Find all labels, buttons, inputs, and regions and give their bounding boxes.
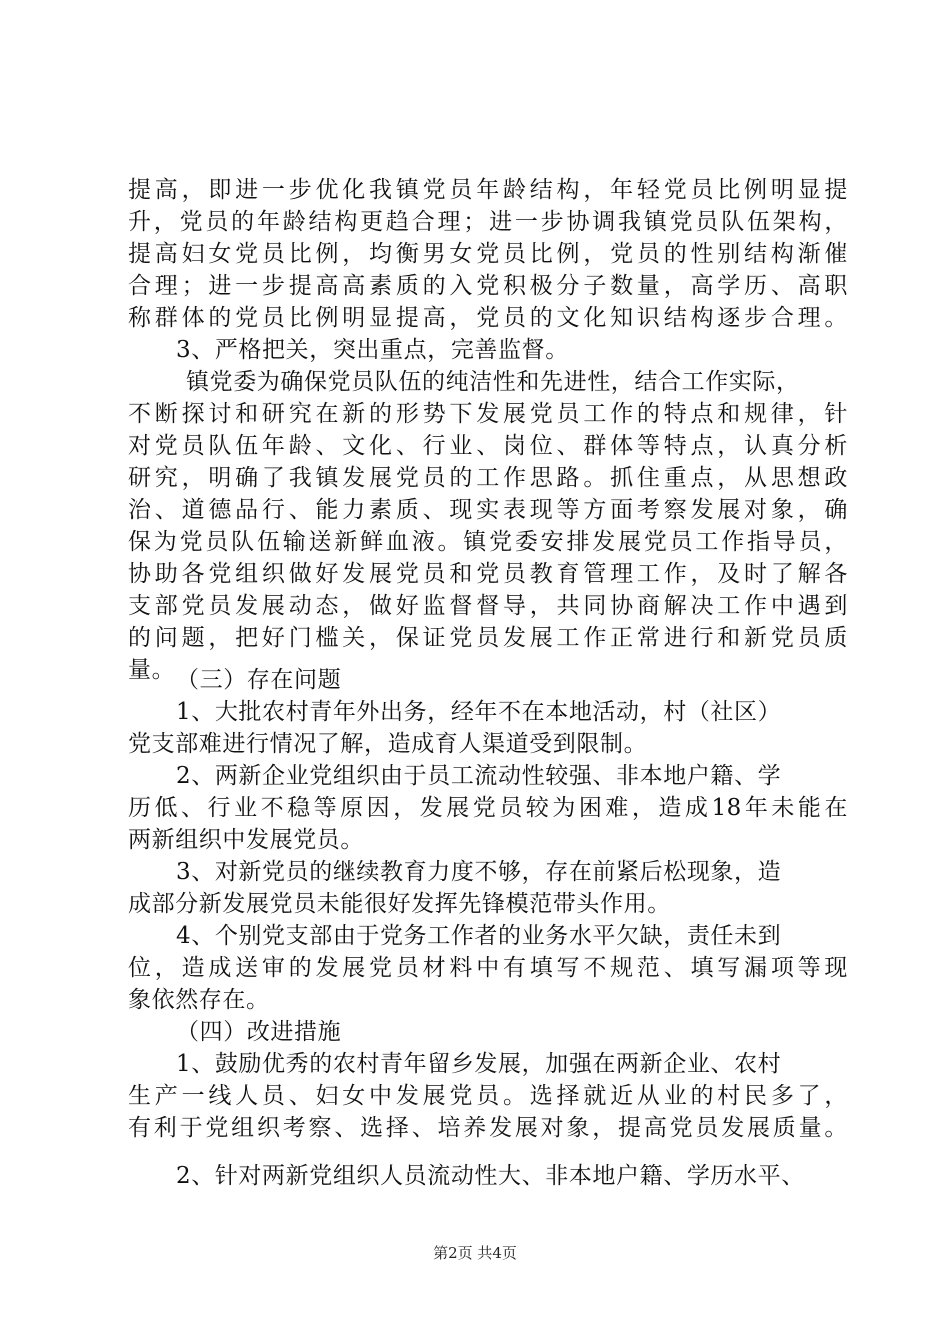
page-number-footer: 第2页 共4页 [433, 1244, 517, 1262]
paragraph-line: 合理；进一步提高高素质的入党积极分子数量，高学历、高职 [128, 273, 848, 299]
paragraph-line: 称群体的党员比例明显提高，党员的文化知识结构逐步合理。 [128, 305, 848, 331]
section-heading-3: （三）存在问题 [176, 667, 342, 693]
paragraph-line: 2、两新企业党组织由于员工流动性较强、非本地户籍、学 [176, 763, 782, 789]
section-subheading: 3、严格把关，突出重点，完善监督。 [176, 337, 569, 363]
paragraph-line: 4、个别党支部由于党务工作者的业务水平欠缺，责任未到 [176, 923, 782, 949]
paragraph-line: 有利于党组织考察、选择、培养发展对象，提高党员发展质量。 [128, 1115, 848, 1141]
paragraph-line: 1、鼓励优秀的农村青年留乡发展，加强在两新企业、农村 [176, 1051, 782, 1077]
paragraph-line: 不断探讨和研究在新的形势下发展党员工作的特点和规律，针 [128, 401, 848, 427]
paragraph-line: 两新组织中发展党员。 [128, 827, 364, 853]
paragraph-line: 提高妇女党员比例，均衡男女党员比例，党员的性别结构渐催 [128, 241, 848, 267]
paragraph-line: 历低、行业不稳等原因，发展党员较为困难，造成18年未能在 [128, 795, 848, 821]
paragraph-line: 党支部难进行情况了解，造成育人渠道受到限制。 [128, 731, 648, 757]
paragraph-line: 1、大批农村青年外出务，经年不在本地活动，村（社区） [176, 699, 782, 725]
paragraph-line: 生产一线人员、妇女中发展党员。选择就近从业的村民多了， [128, 1083, 848, 1109]
paragraph-line: 研究，明确了我镇发展党员的工作思路。抓住重点，从思想政 [128, 465, 848, 491]
paragraph-line: 镇党委为确保党员队伍的纯洁性和先进性，结合工作实际， [186, 369, 800, 395]
paragraph-line: 对党员队伍年龄、文化、行业、岗位、群体等特点，认真分析 [128, 433, 848, 459]
paragraph-line: 2、针对两新党组织人员流动性大、非本地户籍、学历水平、 [176, 1163, 805, 1189]
paragraph-line: 支部党员发展动态，做好监督督导，共同协商解决工作中遇到 [128, 593, 848, 619]
paragraph-line: 升，党员的年龄结构更趋合理；进一步协调我镇党员队伍架构， [128, 209, 848, 235]
paragraph-line: 位，造成送审的发展党员材料中有填写不规范、填写漏项等现 [128, 955, 848, 981]
paragraph-line: 3、对新党员的继续教育力度不够，存在前紧后松现象，造 [176, 859, 782, 885]
paragraph-line: 保为党员队伍输送新鲜血液。镇党委安排发展党员工作指导员， [128, 529, 848, 555]
paragraph-line: 象依然存在。 [128, 987, 270, 1013]
paragraph-line: 量。 [128, 657, 176, 683]
paragraph-line: 成部分新发展党员未能很好发挥先锋模范带头作用。 [128, 891, 671, 917]
paragraph-line: 治、道德品行、能力素质、现实表现等方面考察发展对象，确 [128, 497, 848, 523]
paragraph-line: 协助各党组织做好发展党员和党员教育管理工作，及时了解各 [128, 561, 848, 587]
paragraph-line: 的问题，把好门槛关，保证党员发展工作正常进行和新党员质 [128, 625, 848, 651]
paragraph-line: 提高，即进一步优化我镇党员年龄结构，年轻党员比例明显提 [128, 177, 848, 203]
section-heading-4: （四）改进措施 [176, 1019, 342, 1045]
